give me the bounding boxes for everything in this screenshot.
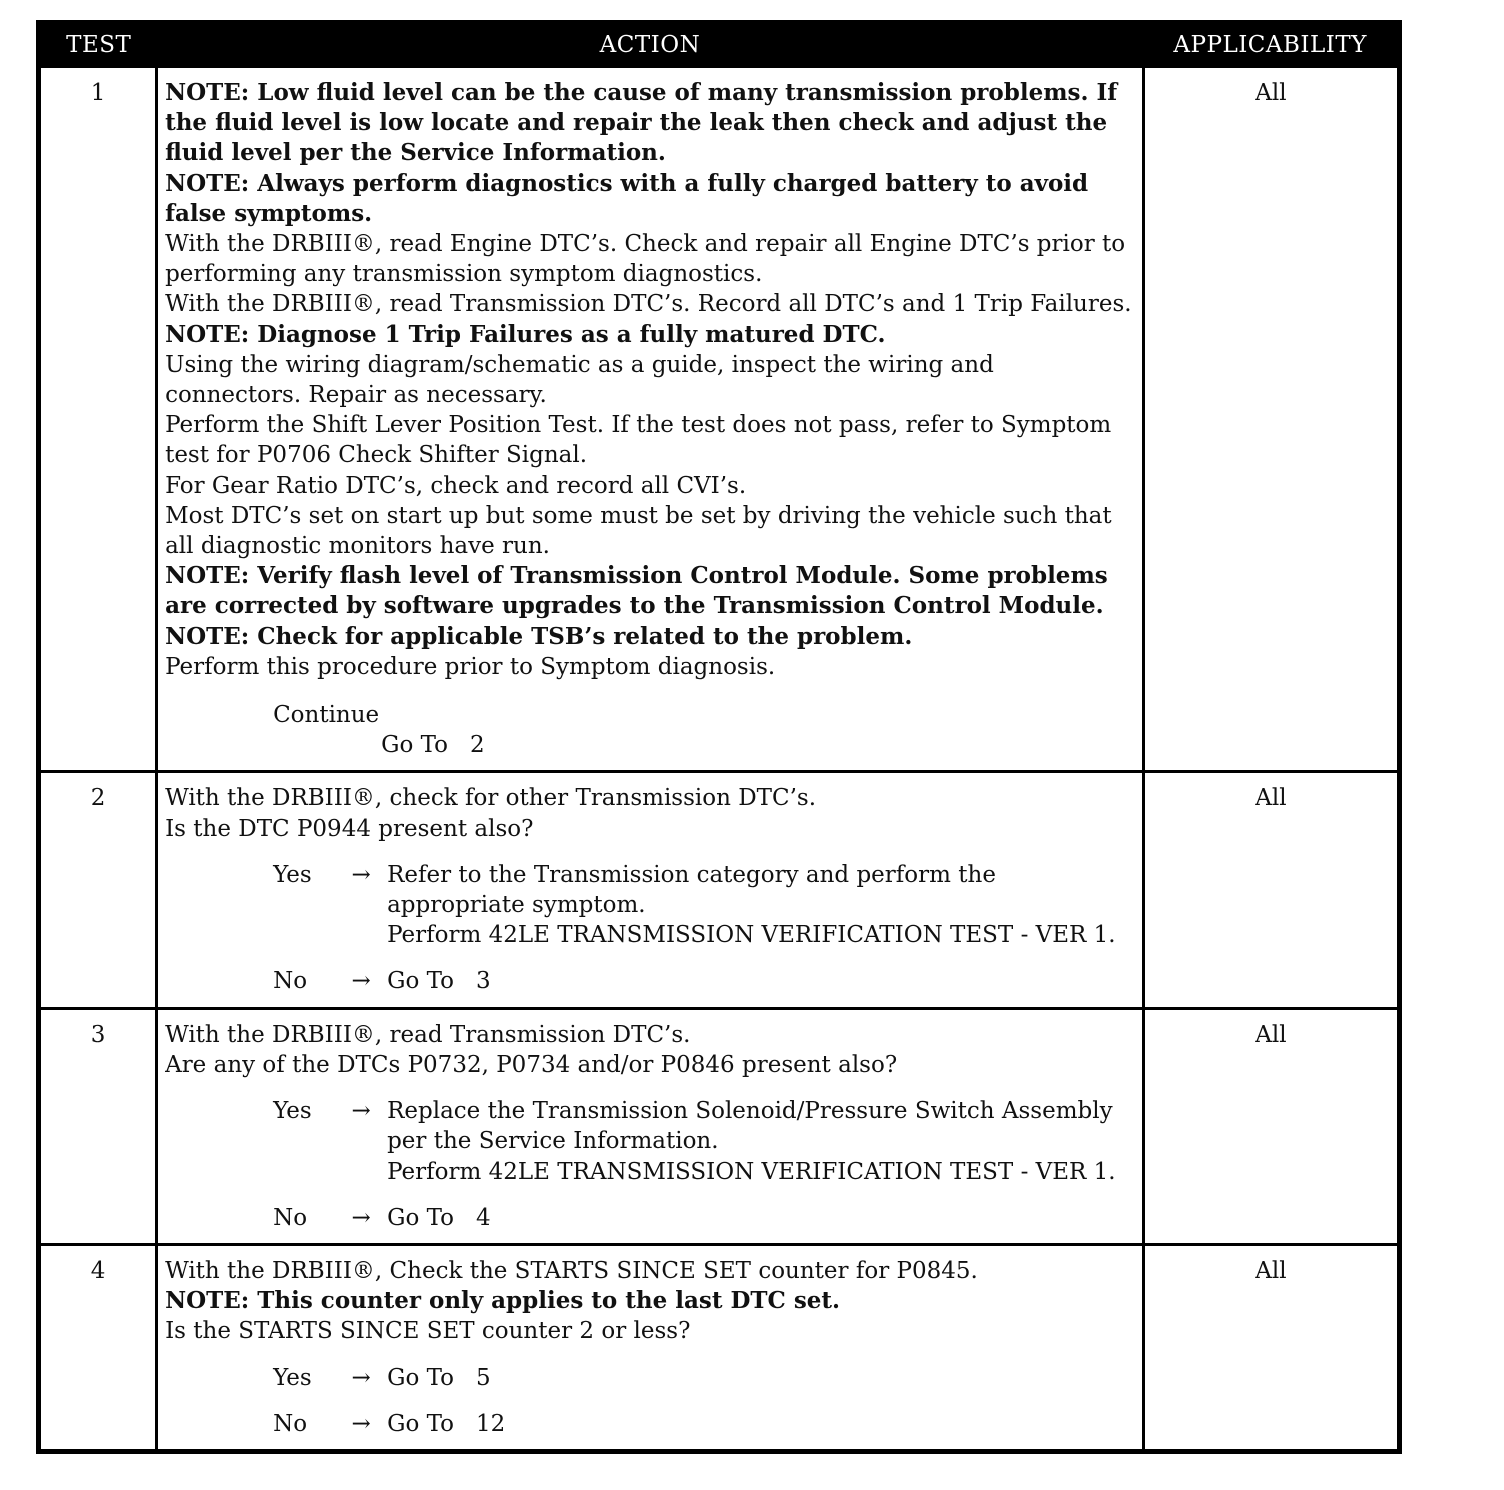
header-action: ACTION (157, 23, 1144, 67)
goto-label: Go To (381, 732, 449, 759)
test-number: 2 (39, 772, 157, 1008)
note-text: NOTE: Check for applicable TSB’s related to the problem. (165, 622, 913, 650)
continue-label: Continue (273, 702, 380, 729)
table-row (39, 67, 1400, 772)
answer-label: Yes (273, 1364, 312, 1391)
test-number: 4 (39, 1244, 157, 1451)
note-text: NOTE: Diagnose 1 Trip Failures as a fully matured DTC. (165, 320, 886, 348)
table-header-row (39, 23, 1400, 67)
applicability-value: All (1143, 67, 1399, 772)
result-line: Replace the Transmission Solenoid/Pressure Switch Assembly per the Service Information. (387, 1098, 1120, 1155)
action-cell (157, 772, 1144, 1008)
note-text: NOTE: Always perform diagnostics with a fully charged battery to avoid false symptoms. (165, 169, 1089, 227)
action-text: Is the STARTS SINCE SET counter 2 or less? (165, 1318, 691, 1345)
result-line: Perform 42LE TRANSMISSION VERIFICATION TEST - VER 1. (387, 922, 1116, 949)
applicability-value: All (1143, 1244, 1399, 1451)
action-text: Perform this procedure prior to Symptom diagnosis. (165, 653, 776, 680)
action-text: With the DRBIII®, check for other Transmission DTC’s. (165, 785, 817, 812)
answer-label: No (273, 1204, 308, 1231)
result-line: Perform 42LE TRANSMISSION VERIFICATION TEST - VER 1. (387, 1158, 1116, 1185)
note-text: NOTE: Verify flash level of Transmission Control Module. Some problems are corrected by software upgrades to the Transmission Control Module. (165, 562, 1108, 620)
action-text: With the DRBIII®, read Transmission DTC’s. Record all DTC’s and 1 Trip Failures. (165, 291, 1132, 318)
diagnostic-table (36, 20, 1402, 1454)
action-text: Is the DTC P0944 present also? (165, 815, 534, 842)
table-body (39, 67, 1400, 1452)
result-line: Refer to the Transmission category and perform the appropriate symptom. (387, 861, 1004, 919)
result-line: Go To 5 (387, 1364, 491, 1391)
action-text: With the DRBIII®, read Engine DTC’s. Check and repair all Engine DTC’s prior to performing any transmission symptom diagnostics. (165, 231, 1126, 288)
action-cell (157, 67, 1144, 772)
result-text (387, 1363, 1134, 1393)
header-test: TEST (39, 23, 157, 67)
result-text (387, 1096, 1134, 1187)
test-number: 3 (39, 1008, 157, 1244)
action-text: Are any of the DTCs P0732, P0734 and/or P0846 present also? (165, 1051, 898, 1078)
choice-yes (165, 1096, 1134, 1187)
result-text (387, 1409, 1134, 1439)
applicability-value: All (1143, 772, 1399, 1008)
action-cell (157, 1008, 1144, 1244)
table-row (39, 772, 1400, 1008)
note-text: NOTE: Low fluid level can be the cause of many transmission problems. If the fluid level is low locate and repair the leak then check and adjust the fluid level per the Service Information. (165, 79, 1118, 167)
choice-yes (165, 860, 1134, 951)
arrow-right-icon: → (351, 1364, 371, 1391)
choice-no (165, 1203, 1134, 1233)
action-text: Perform the Shift Lever Position Test. If the test does not pass, refer to Symptom test for P0706 Check Shifter Signal. (165, 412, 1112, 469)
applicability-value: All (1143, 1008, 1399, 1244)
arrow-right-icon: → (351, 1204, 371, 1231)
choice-yes (165, 1363, 1134, 1393)
choice-no (165, 1409, 1134, 1439)
action-text: With the DRBIII®, read Transmission DTC’s. (165, 1021, 691, 1048)
arrow-right-icon: → (351, 861, 371, 888)
result-line: Go To 4 (387, 1204, 491, 1231)
goto-number: 2 (470, 732, 485, 759)
table-row (39, 1244, 1400, 1451)
result-text (387, 966, 1134, 996)
arrow-right-icon: → (351, 968, 371, 995)
action-cell (157, 1244, 1144, 1451)
result-text (387, 860, 1134, 951)
answer-label: No (273, 1410, 308, 1437)
result-text (387, 1203, 1134, 1233)
note-text: NOTE: This counter only applies to the last DTC set. (165, 1287, 841, 1315)
answer-label: Yes (273, 861, 312, 888)
arrow-right-icon: → (351, 1410, 371, 1437)
answer-label: Yes (273, 1098, 312, 1125)
action-text: Using the wiring diagram/schematic as a guide, inspect the wiring and connectors. Repair as necessary. (165, 351, 994, 409)
result-line: Go To 3 (387, 968, 491, 995)
test-number: 1 (39, 67, 157, 772)
action-text: Most DTC’s set on start up but some must be set by driving the vehicle such that all diagnostic monitors have run. (165, 502, 1112, 560)
action-text: With the DRBIII®, Check the STARTS SINCE SET counter for P0845. (165, 1257, 978, 1284)
header-applicability: APPLICABILITY (1143, 23, 1399, 67)
result-line: Go To 12 (387, 1410, 506, 1437)
table-row (39, 1008, 1400, 1244)
answer-label: No (273, 968, 308, 995)
arrow-right-icon: → (351, 1098, 371, 1125)
goto-line (165, 730, 1134, 760)
action-text: For Gear Ratio DTC’s, check and record all CVI’s. (165, 472, 747, 499)
choice-no (165, 966, 1134, 996)
